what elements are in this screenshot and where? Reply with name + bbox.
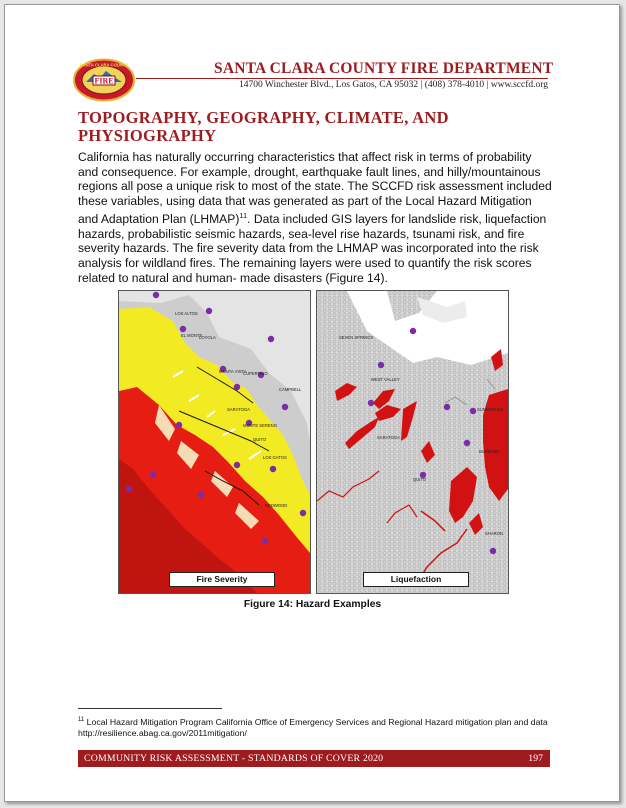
footnote-text: Local Hazard Mitigation Program California Office of Emergency Services and Regional Hazard mitigation plan and data http://resilience.abag.ca.gov/2011mitigation/ xyxy=(78,716,548,739)
place-label: SHARON xyxy=(485,531,503,536)
place-label: MONTA VISTA xyxy=(219,369,247,374)
department-address: 14700 Winchester Blvd., Los Gatos, CA 95032 | (408) 378-4010 | www.sccfd.org xyxy=(238,80,548,90)
place-label: SARATOGA xyxy=(227,407,250,412)
map-label-liquefaction: Liquefaction xyxy=(363,572,469,587)
place-label: LOS ALTOS xyxy=(175,311,198,316)
figure-caption: Figure 14: Hazard Examples xyxy=(243,599,382,610)
place-label: SUNNYOAKS xyxy=(477,407,504,412)
place-label: LOS GATOS xyxy=(263,455,287,460)
place-label: MONTE SERENO xyxy=(243,423,277,428)
section-heading: TOPOGRAPHY, GEOGRAPHY, CLIMATE, AND PHYSIOGRAPHY xyxy=(78,108,449,145)
svg-text:SANTA CLARA COUNTY: SANTA CLARA COUNTY xyxy=(79,62,129,68)
department-name: SANTA CLARA COUNTY FIRE DEPARTMENT xyxy=(214,60,554,77)
place-label: SEVEN SPRINGS xyxy=(339,335,374,340)
place-label: LOYOLA xyxy=(199,335,216,340)
place-label: EL MONTE xyxy=(181,333,203,338)
fire-department-logo xyxy=(72,58,136,102)
map-label-fire-severity: Fire Severity xyxy=(169,572,275,587)
page-number: 197 xyxy=(528,753,543,764)
footnote xyxy=(78,715,556,739)
place-label: QUITO xyxy=(413,477,427,482)
place-label: BURBANK xyxy=(479,449,500,454)
footer-title: COMMUNITY RISK ASSESSMENT - STANDARDS OF COVER 2020 xyxy=(84,753,384,764)
fire-severity-map xyxy=(118,290,311,594)
footnote-reference[interactable]: 11 xyxy=(239,210,248,220)
liquefaction-map xyxy=(316,290,509,594)
footnote-number: 11 xyxy=(78,717,85,723)
header-divider xyxy=(136,78,548,79)
place-label: SARATOGA xyxy=(377,435,400,440)
footnote-divider xyxy=(78,708,222,709)
place-label: CUPERTINO xyxy=(243,371,268,376)
place-label: WEST VALLEY xyxy=(371,377,400,382)
place-label: REDWOOD xyxy=(265,503,288,508)
place-label: QUITO xyxy=(253,437,267,442)
page-footer xyxy=(78,750,550,767)
body-paragraph: California has naturally occurring characteristics that affect risk in terms of probability and consequence. For example, drought, earthquake fault lines, and hilly/mountainous regions all pose a unique risk to most of the state. The SCCFD risk assessment included these variables, using data that was generated as part of the Local Hazard Mitigation and Adaptation Plan (LHMAP)$^{11}$. Data included GIS layers for landslide risk, liquefaction hazards, probabilistic seismic hazards, sea-level rise hazards, tsunami risk, and fire severity hazards. The fire severity data from the LHMAP was incorporated into the risk analysis for wildland fires. The remaining layers were used to quantify the risk scores related to natural and human- made disasters (Figure 14). xyxy=(78,150,552,285)
svg-text:FIRE: FIRE xyxy=(94,76,114,86)
place-label: CAMPBELL xyxy=(279,387,302,392)
